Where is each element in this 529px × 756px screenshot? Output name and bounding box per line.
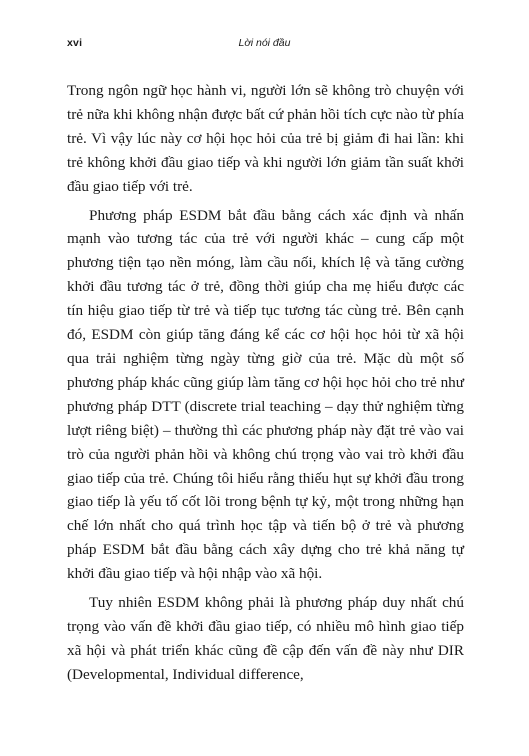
paragraph-2: Phương pháp ESDM bắt đầu bằng cách xác định và nhấn mạnh vào tương tác của trẻ với người khác – cung cấp một phương tiện tạo nền móng, làm cầu nối, khích lệ và tăng cường khởi đầu tương tác ở trẻ, đồng thời giúp cha mẹ hiểu được các tín hiệu giao tiếp từ trẻ và tiếp tục tương tác cùng trẻ. Bên cạnh đó, ESDM còn giúp tăng đáng kể các cơ hội học hỏi từ xã hội qua trải nghiệm từng ngày từng giờ của trẻ. Mặc dù một số phương pháp khác cũng giúp làm tăng cơ hội học hỏi cho trẻ như phương pháp DTT (discrete trial teaching – dạy thử nghiệm từng lượt riêng biệt) – thường thì các phương pháp này đặt trẻ vào vai trò của người phản hồi và không chú trọng vào vai trò khởi đầu giao tiếp của trẻ. Chúng tôi hiểu rằng thiếu hụt sự khởi đầu trong giao tiếp là yếu tố cốt lõi trong bệnh tự kỷ, một trong những hạn chế lớn nhất cho quá trình học tập và tiến bộ ở trẻ và phương pháp ESDM bắt đầu bằng cách xây dựng cho trẻ khả năng tự khởi đầu giao tiếp và hội nhập vào xã hội. bbox=[67, 206, 464, 583]
page-number: xvi bbox=[67, 37, 83, 49]
body-text bbox=[67, 79, 464, 687]
paragraph-3: Tuy nhiên ESDM không phải là phương pháp duy nhất chú trọng vào vấn đề khởi đầu giao tiếp, có nhiều mô hình giao tiếp xã hội và phát triển khác cũng đề cập đến vấn đề này như DIR (Developmental, Individual difference, bbox=[67, 594, 464, 683]
running-title: Lời nói đầu bbox=[238, 37, 291, 49]
paragraph-1: Trong ngôn ngữ học hành vi, người lớn sẽ không trò chuyện với trẻ nữa khi không nhận được bất cứ phản hồi tích cực nào từ phía trẻ. Vì vậy lúc này cơ hội học hỏi của trẻ bị giảm đi hai lần: khi trẻ không khởi đầu giao tiếp và khi người lớn giảm tần suất khởi đầu giao tiếp với trẻ. bbox=[67, 82, 464, 195]
page-header bbox=[67, 37, 462, 55]
